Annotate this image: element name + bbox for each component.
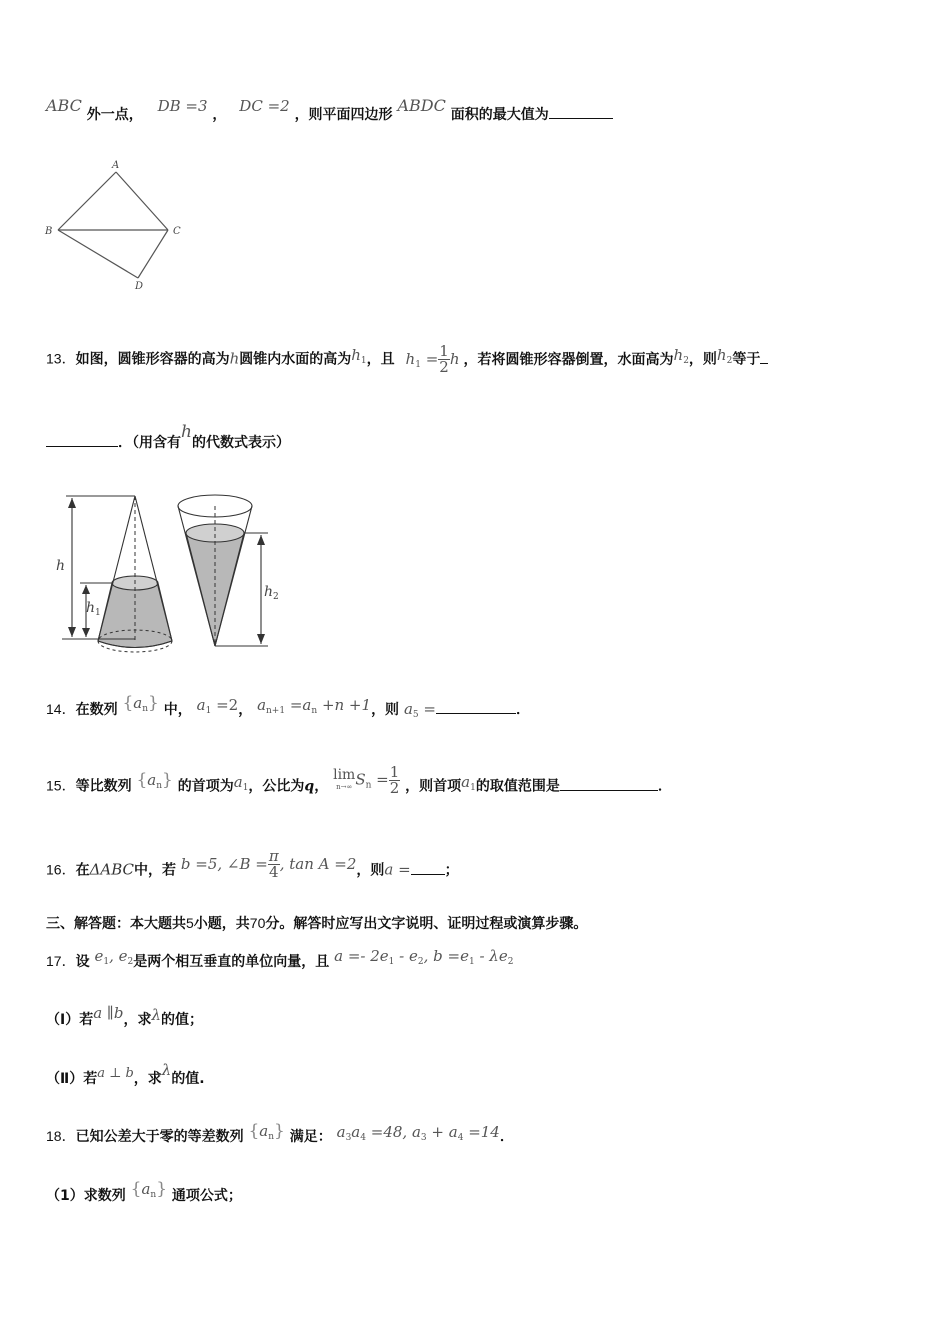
q18-c4: + a xyxy=(426,1123,458,1141)
q14-recurrence xyxy=(257,696,371,714)
q13-h2b-sub: 2 xyxy=(726,355,733,366)
q16-text4: ； xyxy=(444,862,459,879)
q12-comma: ， xyxy=(212,107,227,123)
q15-text6: 的取值范围是 xyxy=(475,778,560,795)
q16-triangle: ΔABC xyxy=(89,860,135,879)
q18-p1-seq-sub: n xyxy=(150,1190,157,1200)
paren-left: { xyxy=(122,693,134,713)
q17-expr-a: a =- 2e xyxy=(334,947,389,965)
q15-seq xyxy=(136,771,172,789)
q13-text2: 圆锥内水面的高为 xyxy=(239,351,352,368)
q17-part2 xyxy=(46,1061,205,1090)
q13-eq-rhs: h xyxy=(449,349,460,368)
q17-line xyxy=(46,947,514,977)
q15-lim-text: lim xyxy=(333,766,356,783)
q17-number: 17． xyxy=(46,953,76,969)
q13-number: 13． xyxy=(46,350,76,367)
q18-seq xyxy=(248,1122,284,1140)
q17-p2-end: 的值. xyxy=(171,1071,205,1087)
q15-q: q xyxy=(304,778,315,795)
section3-rest: 分。解答时应写出文字说明、证明过程或演算步骤。 xyxy=(265,916,588,932)
q17-p2-text: ，求 xyxy=(133,1071,162,1087)
q18-line xyxy=(46,1121,514,1152)
q18-c2s: 4 xyxy=(360,1133,366,1143)
q15-a1b xyxy=(461,773,476,791)
q13-text5: ，则 xyxy=(688,351,717,368)
q14-an1-mid: =a xyxy=(285,696,312,714)
q18-c4s: 4 xyxy=(457,1133,464,1143)
q15-text2: 的首项为 xyxy=(177,778,234,795)
q18-c3s: 3 xyxy=(420,1133,427,1143)
paren-right: } xyxy=(162,769,173,790)
q13-text1: 如图，圆锥形容器的高为 xyxy=(75,351,230,368)
fig-label-h: h xyxy=(56,558,66,574)
q13-text6: 等于 xyxy=(732,351,761,368)
q12-db: DB =3 xyxy=(157,97,208,115)
q15-eq: = xyxy=(371,770,389,789)
label-B: B xyxy=(45,226,53,237)
q16-fraction xyxy=(268,849,280,880)
q17-expr-a2: - e xyxy=(394,947,418,965)
q13-h2b-base: h xyxy=(716,345,727,364)
paren-right: } xyxy=(274,1121,285,1141)
q15-text3: ，公比为 xyxy=(248,778,305,795)
q14-line xyxy=(46,693,530,725)
section3-label: 三、解答题：本大题共 xyxy=(46,916,186,932)
q14-a1-sub: 1 xyxy=(205,706,212,716)
q17-p1-label: （Ⅰ）若 xyxy=(46,1012,94,1028)
q18-seq-base: a xyxy=(259,1122,269,1140)
q14-an1-base: a xyxy=(257,696,267,714)
label-A: A xyxy=(112,160,120,171)
q14-a5-sub: 5 xyxy=(412,710,419,720)
q17-expr-b2: - λe xyxy=(474,947,508,965)
q13-eq-mid: = xyxy=(425,349,439,368)
label-C: C xyxy=(173,226,181,237)
q15-lim xyxy=(333,766,356,793)
answer-blank-14[interactable] xyxy=(436,699,516,714)
q16-number: 16． xyxy=(46,861,76,878)
q13-h-line2: h xyxy=(181,422,192,442)
q12-abdc: ABDC xyxy=(397,96,446,115)
section3-n1: 5 xyxy=(186,915,194,931)
q17-part1 xyxy=(46,1004,203,1030)
q15-frac-den: 2 xyxy=(389,779,400,797)
q17-comma: , e xyxy=(109,947,128,965)
q17-text1: 设 xyxy=(75,954,90,970)
q14-a5 xyxy=(404,700,436,718)
q14-a5-eq: = xyxy=(418,700,436,718)
q13-text4: ，若将圆锥形容器倒置，水面高为 xyxy=(463,351,674,368)
q16-a: a = xyxy=(384,860,411,879)
answer-blank-16[interactable] xyxy=(411,860,445,875)
q13-frac-num: 1 xyxy=(439,342,449,360)
q15-S-sub: n xyxy=(365,780,372,791)
q15-number: 15． xyxy=(46,777,76,794)
q18-p1-seq-base: a xyxy=(141,1180,151,1198)
q18-c3: =48, a xyxy=(365,1123,421,1141)
q15-line xyxy=(46,763,672,802)
paren-left: { xyxy=(248,1121,260,1141)
q17-eb1: 1 xyxy=(468,957,475,967)
q13-line2 xyxy=(46,422,290,453)
q18-c5: =14 xyxy=(463,1123,500,1141)
q14-seq-base: a xyxy=(133,694,143,712)
paren-right: } xyxy=(156,1179,168,1199)
q17-p2-lambda: λ xyxy=(161,1061,172,1079)
q14-text5: ． xyxy=(515,702,530,718)
q15-limit xyxy=(333,765,400,796)
paren-left: { xyxy=(136,769,148,790)
q18-c2: a xyxy=(351,1123,361,1141)
fig-label-h1 xyxy=(86,600,101,618)
q15-a1b-sub: 1 xyxy=(470,782,476,793)
q15-text4: ， xyxy=(314,778,329,795)
q14-text3: ， xyxy=(238,702,253,718)
answer-blank-13[interactable] xyxy=(46,432,118,447)
q16-cond1: b =5, ∠B = xyxy=(180,854,268,873)
q14-text4: ，则 xyxy=(371,702,400,718)
q13-eq-lhs: h xyxy=(405,349,416,368)
fig-label-h2-base: h xyxy=(264,584,274,600)
q16-text1: 在 xyxy=(75,862,90,879)
q15-seq-base: a xyxy=(147,770,157,789)
q13-text8: 的代数式表示） xyxy=(191,435,290,451)
q13-h: h xyxy=(229,349,240,368)
q17-p1-text: ，求 xyxy=(123,1012,152,1028)
q13-text3: ，且 xyxy=(366,351,395,368)
q14-seq-sub: n xyxy=(142,704,149,714)
q12-abc: ABC xyxy=(46,96,82,115)
fig-label-h2-sub: 2 xyxy=(273,592,279,602)
q15-lim-sub: n→∞ xyxy=(336,782,353,791)
q13-h2b xyxy=(717,346,732,364)
q13-equation xyxy=(405,342,460,376)
q14-a5-base: a xyxy=(403,700,413,718)
q17-p1-cond: a ∥b xyxy=(93,1004,124,1022)
q15-seq-sub: n xyxy=(156,780,163,791)
q14-a1-base: a xyxy=(196,696,206,714)
q17-p1-end: 的值； xyxy=(160,1012,203,1028)
q14-a1 xyxy=(197,696,239,714)
fig-label-h1-base: h xyxy=(86,600,96,616)
q18-text1: 已知公差大于零的等差数列 xyxy=(75,1129,244,1145)
q17-vectors xyxy=(94,947,133,965)
paren-left: { xyxy=(130,1179,142,1199)
q13-line1 xyxy=(46,344,768,375)
q17-eb2: 2 xyxy=(507,957,514,967)
q13-text7: ．（用含有 xyxy=(118,435,181,451)
q13-h1 xyxy=(351,346,366,364)
q12-dc: DC =2 xyxy=(239,97,290,115)
q14-number: 14． xyxy=(46,701,76,717)
q17-p2-cond: a ⊥ b xyxy=(97,1066,134,1081)
q17-expr-b: , b =e xyxy=(423,947,469,965)
q14-text2: 中， xyxy=(163,702,192,718)
q18-text3: ． xyxy=(499,1129,514,1145)
answer-blank-13-start[interactable] xyxy=(760,349,768,364)
q17-p1-lambda: λ xyxy=(151,1006,161,1024)
q18-p1-end: 通项公式； xyxy=(171,1188,242,1204)
q13-h2 xyxy=(674,346,689,364)
q17-ea1: 1 xyxy=(388,957,395,967)
q14-an1-rhs: +n +1 xyxy=(317,696,372,714)
q13-h2-base: h xyxy=(673,345,684,364)
q16-frac-den: 4 xyxy=(269,863,279,881)
q13-fraction xyxy=(438,344,450,375)
q16-line xyxy=(46,847,459,886)
section-3-heading xyxy=(46,913,587,934)
q12-text: 外一点， xyxy=(86,107,143,123)
q15-a1-sub: 1 xyxy=(242,782,249,793)
q18-p1-seq xyxy=(131,1180,167,1198)
q17-e: e xyxy=(94,947,104,965)
quadrilateral-figure xyxy=(40,155,190,295)
q13-h1-sub: 1 xyxy=(360,355,367,366)
paren-right: } xyxy=(148,693,159,713)
q16-cond2: , tan A =2 xyxy=(279,854,357,873)
q15-text7: ． xyxy=(657,778,672,795)
cone-figure xyxy=(50,488,290,658)
q18-number: 18． xyxy=(46,1128,76,1144)
q13-h2-sub: 2 xyxy=(683,355,689,366)
q15-text1: 等比数列 xyxy=(75,778,132,795)
q17-e2-sub: 2 xyxy=(127,957,134,967)
q18-p1-label: （1）求数列 xyxy=(46,1188,126,1204)
fig-label-h1-sub: 1 xyxy=(95,608,101,618)
q16-text2: 中，若 xyxy=(134,862,177,879)
q17-definitions xyxy=(334,947,513,965)
q17-text2: 是两个相互垂直的单位向量，且 xyxy=(133,954,330,970)
fig-label-h2 xyxy=(264,584,279,602)
q14-an1-sub: n+1 xyxy=(266,706,286,716)
answer-blank-15[interactable] xyxy=(560,776,658,791)
q18-seq-sub: n xyxy=(268,1132,275,1142)
q15-a1-base: a xyxy=(233,772,243,791)
q12-text3: 面积的最大值为 xyxy=(450,107,549,123)
q12-text2: ，则平面四边形 xyxy=(294,107,393,123)
q18-conditions xyxy=(337,1123,500,1141)
q18-c1: a xyxy=(336,1123,346,1141)
q18-part1 xyxy=(46,1179,242,1211)
q16-conditions xyxy=(180,847,357,881)
section3-mid: 小题，共 xyxy=(193,916,250,932)
q13-eq-lhs-sub: 1 xyxy=(415,359,421,370)
q14-text1: 在数列 xyxy=(75,702,118,718)
section3-n2: 70 xyxy=(249,915,266,931)
q15-frac-num: 1 xyxy=(389,763,400,781)
q17-ea2: 2 xyxy=(417,957,424,967)
q16-frac-num: π xyxy=(268,847,279,865)
q13-frac-den: 2 xyxy=(439,358,449,376)
q13-h1-base: h xyxy=(351,345,361,364)
label-D: D xyxy=(135,281,144,292)
q14-a1-rhs: =2 xyxy=(211,696,239,714)
q16-text3: ，则 xyxy=(356,862,385,879)
q15-fraction xyxy=(389,765,401,796)
q15-a1b-base: a xyxy=(461,772,471,791)
q14-seq xyxy=(122,694,158,712)
q17-p2-label: （Ⅱ）若 xyxy=(46,1071,98,1087)
q12-line xyxy=(46,96,613,125)
q18-c1s: 3 xyxy=(345,1133,352,1143)
q15-S: S xyxy=(355,770,366,789)
q14-an1-mid-sub: n xyxy=(311,706,318,716)
q18-text2: 满足： xyxy=(289,1129,332,1145)
q17-e1-sub: 1 xyxy=(103,957,110,967)
answer-blank-12[interactable] xyxy=(549,104,613,119)
q15-a1 xyxy=(234,773,249,791)
q15-text5: ，则首项 xyxy=(405,778,462,795)
